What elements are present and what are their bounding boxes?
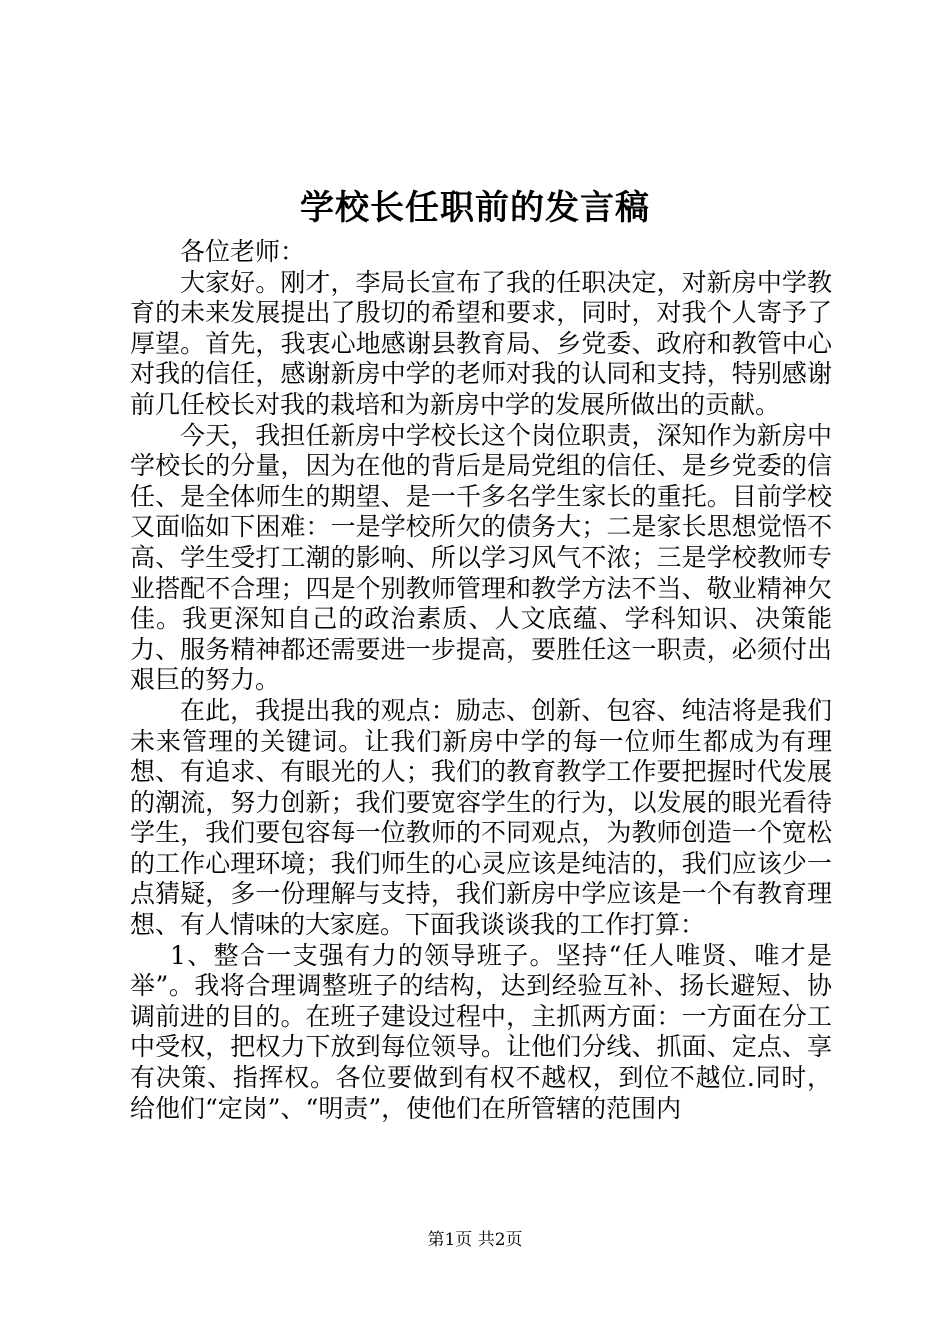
paragraph: 在此，我提出我的观点：励志、创新、包容、纯洁将是我们未来管理的关键词。让我们新房中学的每一位师生都成为有理想、有追求、有眼光的人；我们的教育教学工作要把握时代发展的潮流，努力创新；我们要宽容学生的行为，以发展的眼光看待学生，我们要包容每一位教师的不同观点，为教师创造一个宽松的工作心理环境；我们师生的心灵应该是纯洁的，我们应该少一点猜疑，多一份理解与支持，我们新房中学应该是一个有教育理想、有人情味的大家庭。下面我谈谈我的工作打算： bbox=[130, 695, 832, 940]
paragraph: 今天，我担任新房中学校长这个岗位职责，深知作为新房中学校长的分量，因为在他的背后是局党组的信任、是乡党委的信任、是全体师生的期望、是一千多名学生家长的重托。目前学校又面临如下困难：一是学校所欠的债务大；二是家长思想觉悟不高、学生受打工潮的影响、所以学习风气不浓；三是学校教师专业搭配不合理；四是个别教师管理和教学方法不当、敬业精神欠佳。我更深知自己的政治素质、人文底蕴、学科知识、决策能力、服务精神都还需要进一步提高，要胜任这一职责，必须付出艰巨的努力。 bbox=[130, 420, 832, 695]
document-title: 学校长任职前的发言稿 bbox=[300, 188, 650, 228]
document-body bbox=[130, 237, 832, 1124]
page-footer: 第1页 共2页 bbox=[427, 1230, 523, 1250]
paragraph: 大家好。刚才，李局长宣布了我的任职决定，对新房中学教育的未来发展提出了殷切的希望和要求，同时，对我个人寄予了厚望。首先，我衷心地感谢县教育局、乡党委、政府和教管中心对我的信任，感谢新房中学的老师对我的认同和支持，特别感谢前几任校长对我的栽培和为新房中学的发展所做出的贡献。 bbox=[130, 267, 832, 419]
paragraph: 1、整合一支强有力的领导班子。坚持“任人唯贤、唯才是举”。我将合理调整班子的结构，达到经验互补、扬长避短、协调前进的目的。在班子建设过程中，主抓两方面：一方面在分工中受权，把权力下放到每位领导。让他们分线、抓面、定点、享有决策、指挥权。各位要做到有权不越权，到位不越位.同时，给他们“定岗”、“明责”，使他们在所管辖的范围内 bbox=[130, 940, 832, 1123]
greeting: 各位老师： bbox=[180, 237, 306, 266]
